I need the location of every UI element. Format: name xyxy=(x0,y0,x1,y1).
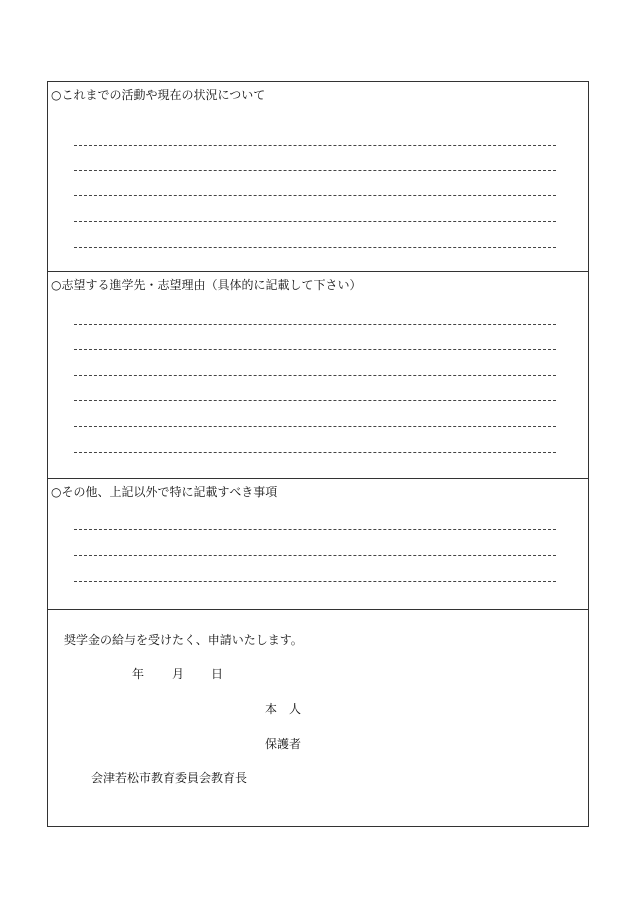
date-day-label: 日 xyxy=(211,667,224,681)
write-line xyxy=(74,247,556,248)
guardian-label: 保護者 xyxy=(265,737,302,751)
write-line xyxy=(74,375,556,376)
activities-section xyxy=(48,82,588,271)
write-line xyxy=(74,324,556,325)
activities-heading: ○これまでの活動や現在の状況について xyxy=(51,88,266,102)
aspiration-heading: ○志望する進学先・志望理由（具体的に記載して下さい） xyxy=(51,278,362,292)
write-line xyxy=(74,349,556,350)
application-form xyxy=(47,81,589,827)
application-statement: 奨学金の給与を受けたく、申請いたします。 xyxy=(64,633,303,647)
write-line xyxy=(74,581,556,582)
aspiration-section xyxy=(48,271,588,478)
date-month-label: 月 xyxy=(172,667,185,681)
write-line xyxy=(74,400,556,401)
other-matters-heading: ○その他、上記以外で特に記載すべき事項 xyxy=(51,485,278,499)
addressee: 会津若松市教育委員会教育長 xyxy=(91,771,248,785)
write-line xyxy=(74,170,556,171)
write-line xyxy=(74,555,556,556)
write-line xyxy=(74,529,556,530)
write-line xyxy=(74,452,556,453)
other-matters-section xyxy=(48,478,588,609)
declaration-section xyxy=(48,609,588,826)
write-line xyxy=(74,221,556,222)
write-line xyxy=(74,195,556,196)
applicant-label: 本 人 xyxy=(265,702,302,716)
write-line xyxy=(74,145,556,146)
date-year-label: 年 xyxy=(132,667,145,681)
write-line xyxy=(74,426,556,427)
